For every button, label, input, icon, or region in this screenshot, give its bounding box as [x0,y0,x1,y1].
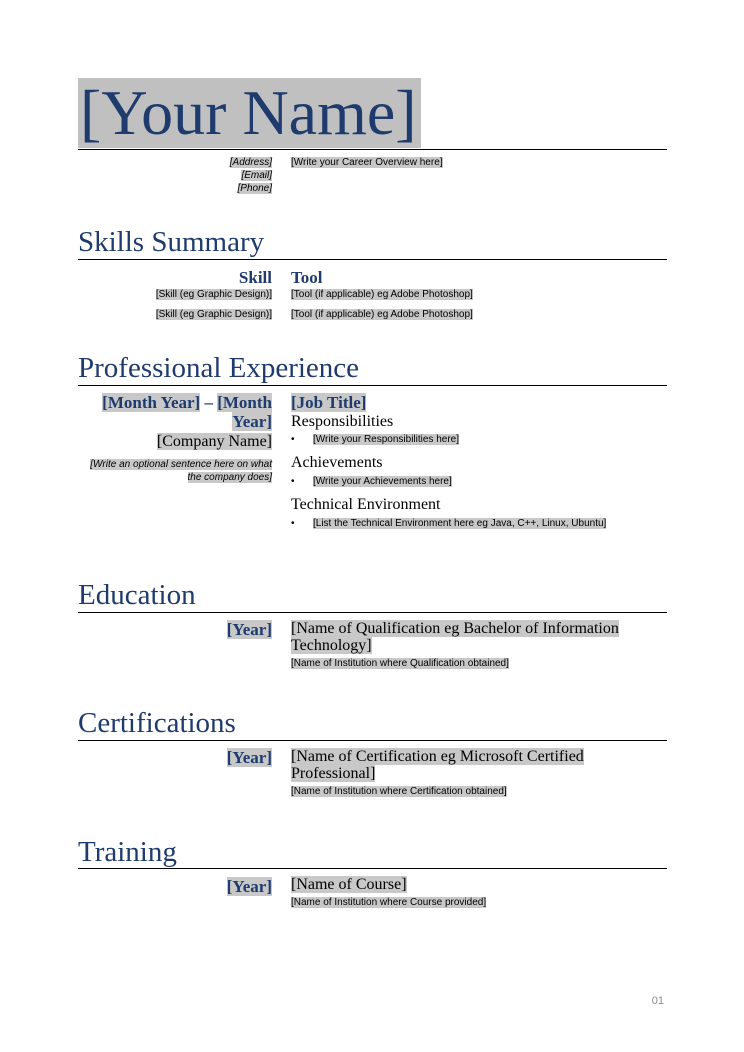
certification-name [291,748,631,782]
training-institution [291,896,486,909]
skill-row-2 [156,308,272,321]
job-title-text: [Job Title] [291,393,367,412]
course-name [291,876,407,893]
achievement-text: [Write your Achievements here] [313,476,452,487]
section-title-certifications: Certifications [78,707,236,739]
career-overview [291,156,443,169]
address-text: [Address] [229,157,272,168]
email-text: [Email] [241,170,272,181]
divider [78,149,667,150]
tool-row-2 [291,308,473,321]
list-item: • [Write your Achievements here] [291,476,452,487]
date-dash: – [200,393,218,412]
divider [78,740,667,741]
tool-text: [Tool (if applicable) eg Adobe Photoshop] [291,289,473,300]
page-number: 01 [651,995,664,1007]
achievements-label: Achievements [291,454,383,471]
tech-environment-text: [List the Technical Environment here eg Java, C++, Linux, Ubuntu] [313,518,607,529]
certification-year-text: [Year] [226,748,272,767]
qualification-text: [Name of Qualification eg Bachelor of Information Technology] [291,620,619,654]
phone-text: [Phone] [237,183,272,194]
qualification-name [291,620,661,654]
contact-block [230,156,272,195]
institution-text: [Name of Institution where Course provided] [291,897,487,908]
course-text: [Name of Course] [291,876,407,893]
section-title-skills: Skills Summary [78,226,265,258]
skill-text: [Skill (eg Graphic Design)] [155,309,272,320]
date-end: [Month [217,393,272,412]
institution-text: [Name of Institution where Certification obtained] [291,786,507,797]
responsibilities-label: Responsibilities [291,413,394,430]
certification-institution [291,785,507,798]
career-overview-text: [Write your Career Overview here] [291,157,443,168]
company-description-text: [Write an optional sentence here on what the company does] [90,459,272,483]
skill-column-header: Skill [238,268,272,287]
section-title-education: Education [78,579,196,611]
section-title-experience: Professional Experience [78,352,360,384]
divider [78,612,667,613]
company-name [157,433,272,451]
skill-row-1 [156,288,272,301]
education-year-text: [Year] [226,620,272,639]
institution-text: [Name of Institution where Qualification obtained] [291,658,509,669]
tool-text: [Tool (if applicable) eg Adobe Photoshop] [291,309,473,320]
certification-text: [Name of Certification eg Microsoft Certified Professional] [291,748,584,782]
employment-dates [102,393,272,431]
responsibility-text: [Write your Responsibilities here] [313,434,459,445]
company-name-text: [Company Name] [156,433,272,450]
date-start: [Month Year] [102,393,201,412]
tool-column-header: Tool [291,268,323,287]
training-year-text: [Year] [226,877,272,896]
divider [78,385,667,386]
divider [78,868,667,869]
date-end-year: Year] [232,412,272,431]
education-institution [291,657,509,670]
divider [78,259,667,260]
list-item: • [Write your Responsibilities here] [291,434,459,445]
certification-year [227,748,272,767]
list-item: • [List the Technical Environment here eg Java, C++, Linux, Ubuntu] [291,518,607,529]
resume-name: [Your Name] [78,78,421,148]
section-title-training: Training [78,836,177,868]
training-year [227,877,272,896]
tool-row-1 [291,288,473,301]
tech-environment-label: Technical Environment [291,496,441,513]
company-description [87,458,272,484]
education-year [227,620,272,639]
job-title [291,393,366,412]
skill-text: [Skill (eg Graphic Design)] [155,289,272,300]
